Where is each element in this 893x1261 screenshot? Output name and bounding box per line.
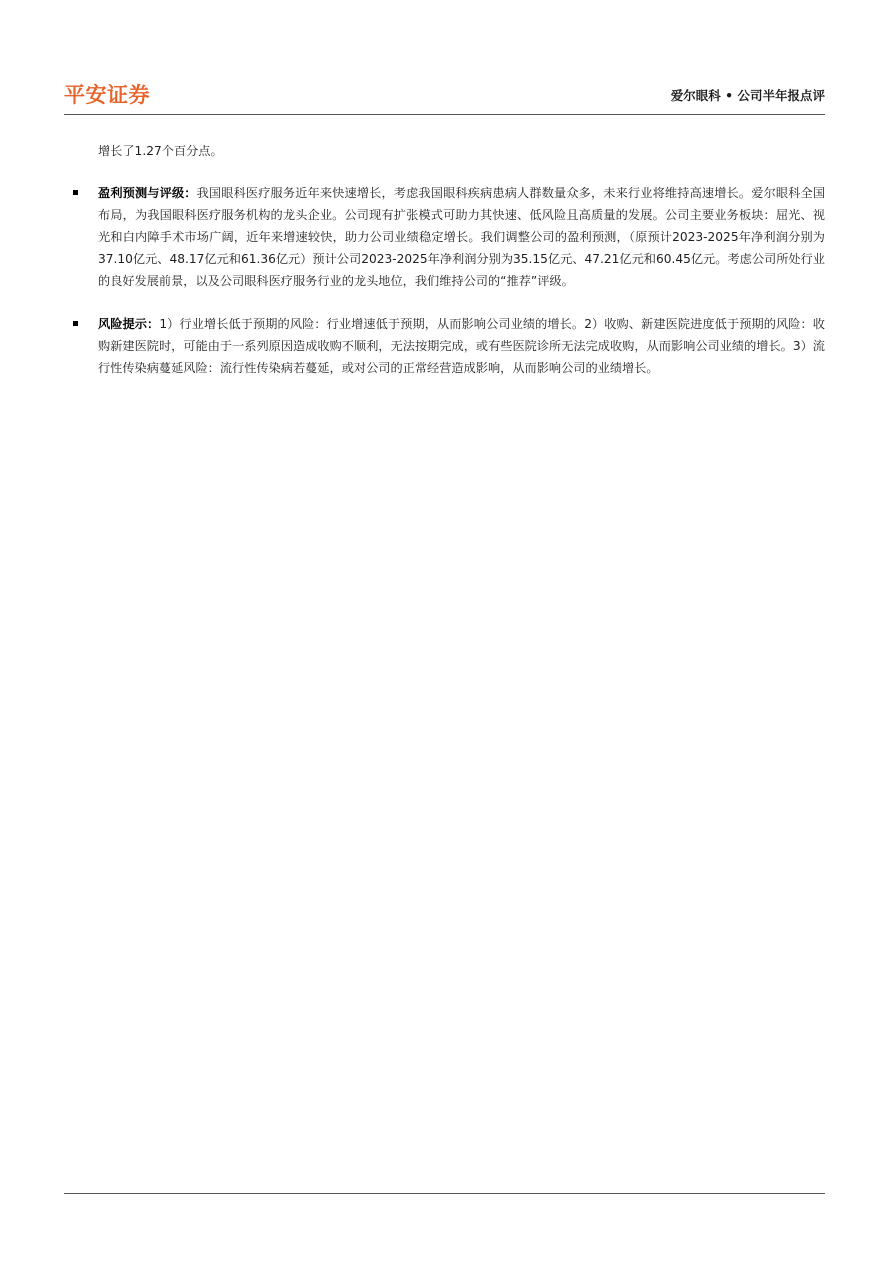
- bullet-text: 1）行业增长低于预期的风险：行业增速低于预期，从而影响公司业绩的增长。2）收购、新建医院进度低于预期的风险：收购新建医院时，可能由于一系列原因造成收购不顺利，无法按期完成，或有些医院诊所无法完成收购，从而影响公司业绩的增长。3）流行性传染病蔓延风险：流行性传染病若蔓延，或对公司的正常经营造成影响，从而影响公司的业绩增长。: [98, 317, 825, 375]
- bullet-item-risk: [98, 313, 825, 379]
- footer-divider: [64, 1193, 825, 1194]
- bullet-heading: 盈利预测与评级：: [98, 186, 197, 200]
- bullet-item-forecast: [98, 182, 825, 292]
- continuation-paragraph: 增长了1.27个百分点。: [98, 144, 223, 158]
- brand-logo: 平安证券: [64, 83, 150, 107]
- report-title: 爱尔眼科 • 公司半年报点评: [670, 88, 825, 103]
- bullet-paragraph: [98, 182, 825, 292]
- header-divider: [64, 114, 825, 115]
- report-body: [98, 140, 825, 379]
- bullet-paragraph: [98, 313, 825, 379]
- bullet-heading: 风险提示：: [98, 317, 160, 331]
- bullet-text: 我国眼科医疗服务近年来快速增长，考虑我国眼科疾病患病人群数量众多，未来行业将维持高速增长。爱尔眼科全国布局，为我国眼科医疗服务机构的龙头企业。公司现有扩张模式可助力其快速、低风险且高质量的发展。公司主要业务板块：屈光、视光和白内障手术市场广阔，近年来增速较快，助力公司业绩稳定增长。我们调整公司的盈利预测，（原预计2023-2025年净利润分别为37.10亿元、48.17亿元和61.36亿元）预计公司2023-2025年净利润分别为35.15亿元、47.21亿元和60.45亿元。考虑公司所处行业的良好发展前景，以及公司眼科医疗服务行业的龙头地位，我们维持公司的“推荐”评级。: [98, 186, 826, 288]
- square-bullet-icon: [73, 321, 78, 326]
- square-bullet-icon: [73, 190, 78, 195]
